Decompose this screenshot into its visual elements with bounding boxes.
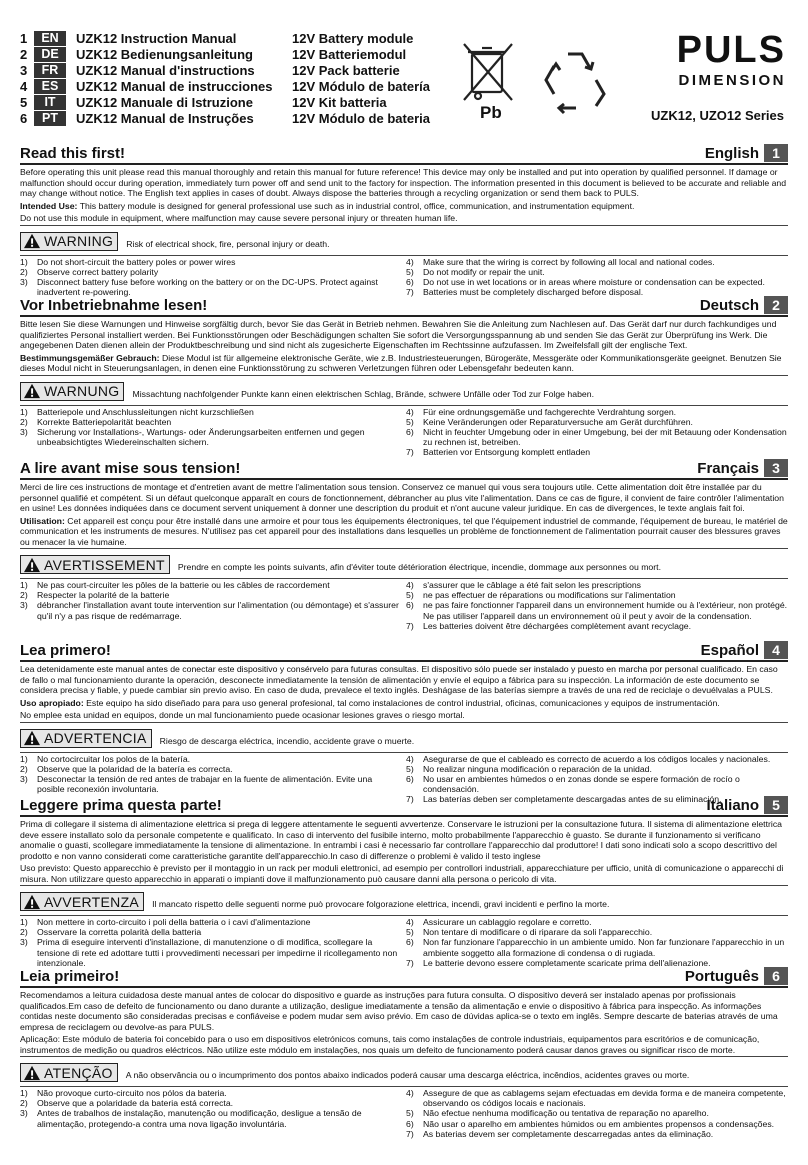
language-row [20, 46, 460, 62]
item-text: Assicurare un cablaggio regolare e corretto. [423, 917, 592, 927]
item-number: 3) [20, 276, 28, 287]
safety-list-right [402, 917, 788, 968]
language-name: Français [697, 459, 759, 477]
safety-list [20, 255, 788, 298]
item-text: Não provoque curto-circuito nos pólos da bateria. [37, 1088, 227, 1098]
list-item [20, 267, 402, 277]
language-name: Italiano [706, 796, 759, 814]
safety-list-left [20, 257, 402, 298]
item-text: Non tentare di modificare o di riparare da soli l'apparecchio. [423, 927, 653, 938]
item-number: 2) [20, 590, 28, 601]
intended-use-text: Uso previsto: Questo apparecchio è previsto per il montaggio in un rack per moduli elettronici, ad esempio per controllori industriali, apparecchiature per ufficio, unità di comunicazione o apparecchi di misura. Non utilizzare questo apparecchio in apparati o impianti dove il malfunzionamento può causare danni alla persona o pericolo di vita. [20, 863, 784, 884]
series-label: UZK12, UZO12 Series [651, 108, 784, 123]
list-item [20, 1098, 402, 1108]
list-item [406, 277, 788, 287]
section-number: 6 [764, 967, 788, 985]
list-item [20, 1108, 402, 1128]
item-text: Asegurarse de que el cableado es correcto de acuerdo a los códigos locales y nacionales. [423, 753, 771, 764]
safety-list [20, 915, 788, 968]
list-item [406, 267, 788, 277]
list-item [20, 427, 402, 447]
item-number: 6) [406, 600, 414, 611]
item-text: Osservare la corretta polarità della batteria [37, 927, 202, 938]
section-title: A lire avant mise sous tension! [20, 459, 241, 477]
divider [20, 722, 788, 723]
item-number: 6) [406, 1118, 414, 1129]
list-item [406, 257, 788, 267]
warning-text: Risk of electrical shock, fire, personal injury or death. [126, 238, 330, 249]
item-text: Batterien vor Entsorgung komplett entladen [423, 447, 591, 458]
manual-title: UZK12 Manuale di Istruzione [76, 94, 253, 110]
manual-title: UZK12 Instruction Manual [76, 30, 237, 46]
item-text: Batteriepole und Anschlussleitungen nicht kurzschließen [37, 406, 254, 417]
language-number: 5 [20, 94, 28, 110]
warning-row [20, 555, 788, 574]
manual-title: UZK12 Manual de instrucciones [76, 78, 273, 94]
safety-list-left [20, 407, 402, 458]
item-number: 3) [20, 773, 28, 784]
list-item [406, 1088, 788, 1108]
list-item [20, 407, 402, 417]
section-language [701, 641, 788, 659]
recycling-icon [546, 54, 604, 113]
manual-title: UZK12 Bedienungsanleitung [76, 46, 253, 62]
warning-triangle-icon [23, 894, 41, 910]
item-text: Assegure de que as cablagems sejam efectuadas em devida forma e de maneira competente, observando os códigos locais e nacionais. [423, 1088, 786, 1109]
restriction-paragraph: No emplee esta unidad en equipos, donde un mal funcionamiento puede ocasionar lesiones graves o riesgo mortal. [20, 710, 465, 720]
language-number: 3 [20, 62, 28, 78]
item-number: 1) [20, 917, 28, 927]
item-text: Não usar o aparelho em ambientes húmidos ou em ambientes propensos a condensações. [423, 1118, 775, 1129]
item-number: 1) [20, 1088, 28, 1098]
intended-use-paragraph [20, 201, 788, 212]
section-title: Leggere prima questa parte! [20, 796, 222, 814]
warning-label [20, 232, 118, 251]
warning-label [20, 729, 152, 748]
intended-use-label: Uso apropiado: [20, 697, 84, 708]
item-text: As baterias devem ser completamente descarregadas antes da eliminação. [423, 1128, 714, 1139]
item-text: Las baterías deben ser completamente descargadas antes de su eliminación. [423, 794, 722, 805]
item-text: Non far funzionare l'apparecchio in un ambiente umido. Non far funzionare l'apparecchio in un ambiente soggetto alla formazione di condensa o di rugiada. [423, 937, 785, 958]
item-text: Observe correct battery polarity [37, 266, 159, 277]
list-item [406, 1129, 788, 1139]
item-text: Prima di eseguire interventi d'installazione, di manutenzione o di modifica, scollegare la tensione di rete ed adottare tutti i provvedimenti necessari per impedirne il ricollegamento non intenzionale. [37, 937, 398, 968]
language-name: English [704, 144, 759, 162]
item-number: 7) [406, 447, 414, 458]
list-item [406, 407, 788, 417]
language-section [20, 640, 788, 805]
safety-list-left [20, 917, 402, 968]
item-text: Batteries must be completely discharged before disposal. [423, 287, 644, 298]
item-text: Disconnect battery fuse before working on the battery or on the DC-UPS. Protect against inadvertent re-powering. [37, 276, 378, 298]
list-item [406, 590, 788, 600]
section-title: Vor Inbetriebnahme lesen! [20, 296, 208, 314]
intended-use-label: Intended Use: [20, 200, 78, 211]
warning-word: AVERTISSEMENT [44, 556, 165, 573]
language-section [20, 795, 788, 968]
item-text: Make sure that the wiring is correct by following all local and national codes. [423, 256, 715, 267]
item-number: 6) [406, 276, 414, 287]
warning-triangle-icon [23, 1065, 41, 1081]
warning-triangle-icon [23, 233, 41, 249]
list-item [406, 600, 788, 620]
section-language [706, 796, 788, 814]
restriction-paragraph: Do not use this module in equipment, where malfunction may cause severe personal injury or threaten human life. [20, 213, 458, 223]
list-item [406, 764, 788, 774]
item-number: 1) [20, 406, 28, 417]
item-text: Les batteries doivent être déchargées complètement avant recyclage. [423, 620, 692, 631]
list-item [20, 764, 402, 774]
intended-use-label: Bestimmungsgemäßer Gebrauch: [20, 352, 160, 363]
item-number: 6) [406, 937, 414, 948]
safety-list-right [402, 580, 788, 631]
item-text: Le batterie devono essere completamente scaricate prima dell'alienazione. [423, 957, 711, 968]
section-header [20, 458, 788, 480]
warning-row [20, 232, 788, 251]
item-text: Do not short-circuit the battery poles or power wires [37, 256, 236, 267]
intended-use-label: Utilisation: [20, 515, 65, 526]
list-item [406, 580, 788, 590]
item-number: 4) [406, 406, 414, 417]
language-code: DE [34, 47, 66, 62]
item-text: Do not use in wet locations or in areas where moisture or condensation can be expected. [423, 276, 765, 287]
item-number: 3) [20, 937, 28, 948]
divider [20, 885, 788, 886]
list-item [406, 427, 788, 447]
language-number: 4 [20, 78, 28, 94]
section-header [20, 295, 788, 317]
language-index [20, 30, 460, 126]
divider [20, 225, 788, 226]
language-code: PT [34, 111, 66, 126]
intended-use-text: Diese Modul ist für allgemeine elektronische Geräte, wie z.B. Industriesteuerungen, Bürogeräte, Messgeräte oder Kommunikationsgeräte geeignet. Benutzen Sie dieses Modul nicht in Steuerungsanlagen, in denen eine Funktionsstörung zu schweren Verletzungen führen oder Lebensgefahr bedeuten kann. [20, 352, 782, 373]
language-section [20, 458, 788, 631]
warning-label [20, 382, 124, 401]
list-item [20, 257, 402, 267]
language-number: 1 [20, 30, 28, 46]
divider [20, 375, 788, 376]
warning-word: AVVERTENZA [44, 893, 140, 910]
list-item [406, 1119, 788, 1129]
warning-label [20, 892, 144, 911]
item-number: 5) [406, 266, 414, 277]
item-text: Ne pas court-circuiter les pôles de la batterie ou les câbles de raccordement [37, 580, 330, 590]
crossed-bin-icon [456, 36, 616, 126]
list-item [20, 590, 402, 600]
intended-use-text: Cet appareil est conçu pour être installé dans une armoire et pour tous les équipements électroniques, tel que l'équipement industriel de commande, l'équipement de bureau, le matériel de communication et les instruments de mesures. N'utilisez pas cet appareil pour des installations dans lesquelles un problème de fonctionnement de l'alimentation pourrait causer des blessures graves ou menacer la vie humaine. [20, 515, 788, 547]
item-number: 5) [406, 416, 414, 427]
list-item [20, 927, 402, 937]
item-number: 5) [406, 763, 414, 774]
language-row [20, 30, 460, 46]
warning-row [20, 892, 788, 911]
item-text: Korrekte Batteriepolarität beachten [37, 416, 172, 427]
item-number: 2) [20, 763, 28, 774]
item-text: Für eine ordnungsgemäße und fachgerechte Verdrahtung sorgen. [423, 406, 677, 417]
intended-use-paragraph [20, 863, 788, 884]
item-number: 7) [406, 794, 414, 805]
item-text: No cortocircuitar los polos de la batería. [37, 753, 191, 764]
divider [20, 548, 788, 549]
item-text: Respecter la polarité de la batterie [37, 590, 170, 601]
section-language [700, 296, 788, 314]
item-number: 1) [20, 256, 28, 267]
item-number: 7) [406, 1128, 414, 1139]
safety-list-right [402, 257, 788, 298]
item-text: Não efectue nenhuma modificação ou tentativa de reparação no aparelho. [423, 1108, 709, 1119]
item-text: ne pas effectuer de réparations ou modifications sur l'alimentation [423, 590, 676, 601]
warning-text: A não observância ou o incumprimento dos pontos abaixo indicados poderá causar uma descarga eléctrica, incêndios, acidentes graves ou morte. [125, 1070, 690, 1080]
language-code: ES [34, 79, 66, 94]
item-text: No realizar ninguna modificación o reparación de la unidad. [423, 763, 652, 774]
list-item [20, 1088, 402, 1098]
safety-list [20, 578, 788, 631]
list-item [20, 774, 402, 794]
language-name: Deutsch [699, 296, 759, 314]
warning-word: ADVERTENCIA [44, 730, 147, 746]
section-language [685, 967, 788, 985]
list-item [406, 754, 788, 764]
warning-row [20, 1063, 788, 1082]
item-text: s'assurer que le câblage a été fait selon les prescriptions [423, 580, 642, 590]
item-text: Do not modify or repair the unit. [423, 266, 545, 277]
section-header [20, 143, 788, 165]
item-number: 2) [20, 266, 28, 277]
section-header [20, 966, 788, 988]
language-code: FR [34, 63, 66, 78]
item-number: 3) [20, 600, 28, 611]
list-item [20, 917, 402, 927]
manual-title: UZK12 Manual de Instruções [76, 110, 254, 126]
list-item [406, 1108, 788, 1118]
item-number: 7) [406, 287, 414, 298]
item-number: 2) [20, 416, 28, 427]
item-text: Nicht in feuchter Umgebung oder in einer Umgebung, bei der mit Betauung oder Kondensation zu rechnen ist, betreiben. [423, 426, 787, 448]
section-number: 5 [764, 796, 788, 814]
section-header [20, 640, 788, 662]
language-row [20, 78, 460, 94]
item-number: 3) [20, 1108, 28, 1119]
pb-label: Pb [480, 103, 502, 122]
section-number: 4 [764, 641, 788, 659]
item-number: 4) [406, 1088, 414, 1098]
safety-list [20, 405, 788, 458]
item-number: 6) [406, 773, 414, 784]
item-number: 5) [406, 590, 414, 601]
item-number: 4) [406, 256, 414, 267]
language-row [20, 94, 460, 110]
language-row [20, 110, 460, 126]
module-name: 12V Battery module [292, 30, 414, 46]
item-text: Non mettere in corto-circuito i poli della batteria o i cavi d'alimentazione [37, 917, 311, 927]
item-number: 3) [20, 426, 28, 437]
warning-word: WARNUNG [44, 383, 120, 399]
warning-triangle-icon [23, 557, 41, 573]
list-item [20, 417, 402, 427]
list-item [20, 600, 402, 620]
list-item [406, 417, 788, 427]
item-number: 2) [20, 927, 28, 938]
item-number: 7) [406, 957, 414, 968]
section-number: 3 [764, 459, 788, 477]
item-text: Sicherung vor Installations-, Wartungs- oder Änderungsarbeiten entfernen und gegen unbeabsichtigtes Wiedereinschalten sichern. [37, 426, 365, 448]
intended-use-paragraph [20, 516, 788, 548]
language-row [20, 62, 460, 78]
item-text: No usar en ambientes húmedos o en zonas donde se espere formación de rocío o condensación. [423, 773, 740, 795]
item-number: 6) [406, 426, 414, 437]
list-item [20, 754, 402, 764]
disposal-logos [456, 36, 616, 126]
warning-word: ATENÇÃO [44, 1064, 113, 1081]
intro-paragraph: Merci de lire ces instructions de montage et d'entretien avant de mettre l'alimentation sous tension. Conservez ce manuel qui vous sera toujours utile. Cette alimentation doit être installée par du personnel qualifié et compétent. Si un défaut quelconque apparaît en cours de fonctionnement, débrancher au plus vite l'alimentation. Dans ce cas de figure, il convient de faire contrôler l'alimentation en usine! Les données indiquées dans ce document servent uniquement à donner une description du produit et n'ont aucune valeur juridique. En cas de divergences, le texte anglais fait foi. [20, 482, 784, 513]
section-language [705, 144, 788, 162]
manual-title: UZK12 Manual d'instructions [76, 62, 255, 78]
brand-logo [650, 30, 786, 89]
section-number: 1 [764, 144, 788, 162]
item-text: Keine Veränderungen oder Reparaturversuche am Gerät durchführen. [423, 416, 693, 427]
list-item [406, 927, 788, 937]
safety-list-right [402, 407, 788, 458]
list-item [406, 937, 788, 957]
section-title: Read this first! [20, 144, 126, 162]
intended-use-paragraph [20, 353, 788, 374]
item-number: 4) [406, 917, 414, 927]
item-text: Desconectar la tensión de red antes de trabajar en la fuente de alimentación. Evite una posible reconexión involuntaria. [37, 773, 373, 795]
section-title: Leia primeiro! [20, 967, 120, 985]
intended-use-paragraph [20, 698, 788, 709]
language-section [20, 295, 788, 458]
warning-text: Missachtung nachfolgender Punkte kann einen elektrischen Schlag, Brände, schwere Unfälle oder Tod zur Folge haben. [132, 388, 594, 399]
list-item [406, 447, 788, 457]
list-item [406, 621, 788, 631]
item-number: 5) [406, 1108, 414, 1119]
intro-paragraph: Recomendamos a leitura cuidadosa deste manual antes de colocar do dispositivo e guarde as instruções para futura consulta. O dispositivo deverá ser instalado apenas por profissionais qualificados.Em caso de defeito de funcionamento ou dano durante a utilização, desligue imediatamente a tensão da alimentação e envie o dispositivo à fábrica para inspecção. As informações contidas neste documento são consideradas precisas e confiáveise e podem mudar sem aviso prévio. Em caso de dúvidas aplica-se o texto em inglês. Sempre descarte de baterias através de uma empresa de reciclagem ou devolve-as para PULS. [20, 990, 778, 1032]
warning-row [20, 382, 788, 401]
item-text: débrancher l'installation avant toute intervention sur l'alimentation (ou démontage) et s'assurer qu'il n'y a pas risque de redémarrage. [37, 600, 399, 621]
intro-paragraph: Before operating this unit please read this manual thoroughly and retain this manual for future reference! This device may only be installed and put into operation by qualified personnel. If damage or malfunction should occur during operation, immediately turn power off and send unit to the factory for inspection. The information presented in this document is believed to be accurate and reliable and may change without notice. The English text applies in cases of doubt. Always dispose the batteries through a recycling organization or send them back to PULS. [20, 167, 787, 198]
language-section [20, 143, 788, 297]
item-text: Antes de trabalhos de instalação, manutenção ou modificação, desligue a tensão de alimentação, protegendo-a contra uma nova ligação involuntária. [37, 1108, 362, 1129]
language-code: EN [34, 31, 66, 46]
section-title: Lea primero! [20, 641, 111, 659]
module-name: 12V Módulo de batería [292, 78, 430, 94]
list-item [20, 937, 402, 968]
language-number: 2 [20, 46, 28, 62]
safety-list-left [20, 580, 402, 631]
intended-use-paragraph [20, 1034, 788, 1055]
intro-paragraph: Prima di collegare il sistema di alimentazione elettrica si prega di leggere attentamente le seguenti avvertenze. Conservare le istruzioni per la consultazione futura. Il sistema di alimentazione elettrica deve essere installato solo da personale competente e qualificato. In caso di intervento del fusibile interno, molto probabilmente l'apparecchio è guasto. Se durante il funzionamento si verificano anomalie o guasti, scollegare immediatamente la tensione di alimentazione. In entrambi i casi è necessario far controllare l'apparecchio dal produttore! I dati sono indicati solo a scopo descrittivo del prodotto e non vanno considerati come caratteristiche garantite dell'apparecchio.In caso di differenze o problemi è valido il testo inglese [20, 819, 782, 861]
item-text: Observe que la polaridad de la batería es correcta. [37, 763, 233, 774]
section-language [697, 459, 788, 477]
warning-text: Il mancato rispetto delle seguenti norme può provocare folgorazione elettrica, incendi, gravi incidenti e perfino la morte. [152, 899, 610, 909]
item-number: 1) [20, 753, 28, 764]
safety-list-right [402, 1088, 788, 1139]
language-code: IT [34, 95, 66, 110]
item-number: 4) [406, 753, 414, 764]
module-name: 12V Pack batterie [292, 62, 400, 78]
warning-word: WARNING [44, 233, 114, 249]
list-item [406, 917, 788, 927]
intro-paragraph: Lea detenidamente este manual antes de conectar este dispositivo y consérvelo para futuras consultas. El dispositivo sólo puede ser instalado y puesto en marcha por personal cualificado. En caso de fallo o mal funcionamiento durante la operación, desconecte inmediatamente la tensión de alimentación y envíe el equipo a fábrica para su inspección. La información de este documento se considera precisa y fiable, y puede cambiar sin previo aviso. En caso de duda, prevalece el texto inglés. Deshágase de las baterías siempre a través de una red de reciclaje o devuélvalas a PULS. [20, 664, 778, 695]
safety-list-left [20, 1088, 402, 1139]
warning-label [20, 555, 170, 574]
warning-label [20, 1063, 118, 1082]
warning-text: Prendre en compte les points suivants, afin d'éviter toute détérioration électrique, incendie, dommage aux personnes ou mort. [177, 562, 661, 572]
divider [20, 1056, 788, 1057]
warning-text: Riesgo de descarga eléctrica, incendio, accidente grave o muerte. [159, 735, 415, 746]
module-name: 12V Batteriemodul [292, 46, 407, 62]
brand-sub: DIMENSION [678, 72, 786, 89]
language-section [20, 966, 788, 1139]
language-name: Português [684, 967, 759, 985]
list-item [406, 774, 788, 794]
language-number: 6 [20, 110, 28, 126]
warning-triangle-icon [23, 730, 41, 746]
brand-name: PULS [676, 29, 786, 71]
warning-row [20, 729, 788, 748]
section-header [20, 795, 788, 817]
item-number: 4) [406, 580, 414, 590]
intro-paragraph: Bitte lesen Sie diese Warnungen und Hinweise sorgfältig durch, bevor Sie das Gerät in Betrieb nehmen. Bewahren Sie die Anleitung zum Nachlesen auf. Das Gerät darf nur durch fachkundiges und qualifiziertes Personal installiert werden. Bei Funktionsstörungen oder Beschädigungen schalten Sie sofort die Versorgungsspannung ab und senden Sie das Gerät zur Überprüfung ins Werk. Die angegebenen Daten dienen allein der Produktbeschreibung und sind nicht als zugesicherte Eigenschaften im Rechtssinne aufzufassen. Im Zweifelsfall gilt der englische Text. [20, 319, 777, 350]
intended-use-text: Aplicação: Este módulo de bateria foi concebido para o uso em dispositivos eletrónicos comuns, tais como instalações de controle industriais, equipamentos para escritórios e de comunicação, instrumentos de medição ou quadros eléctricos. Não utilize este módulo em instalações, nos quais um defeito de funcionamento poderá causar danos graves ou significar risco de morte. [20, 1034, 760, 1055]
safety-list [20, 1086, 788, 1139]
item-text: ne pas faire fonctionner l'appareil dans un environnement humide ou à l'extérieur, non protégé. Ne pas utiliser l'appareil dans un environnement où il peut y avoir de la condensation. [423, 600, 788, 621]
item-number: 2) [20, 1098, 28, 1109]
module-name: 12V Módulo de bateria [292, 110, 430, 126]
item-number: 7) [406, 620, 414, 631]
list-item [20, 580, 402, 590]
item-text: Observe que a polaridade da bateria está correcta. [37, 1098, 234, 1109]
module-name: 12V Kit batteria [292, 94, 387, 110]
language-name: Español [700, 641, 759, 659]
section-number: 2 [764, 296, 788, 314]
warning-triangle-icon [23, 383, 41, 399]
intended-use-text: Este equipo ha sido diseñado para para uso general profesional, tal como instalaciones de control industrial, oficinas, comunicaciones y equipos de instrumentación. [83, 697, 720, 708]
intended-use-text: This battery module is designed for general professional use such as in industrial control, office, communication, and instrumentation equipment. [77, 200, 635, 211]
item-number: 1) [20, 580, 28, 590]
item-number: 5) [406, 927, 414, 938]
